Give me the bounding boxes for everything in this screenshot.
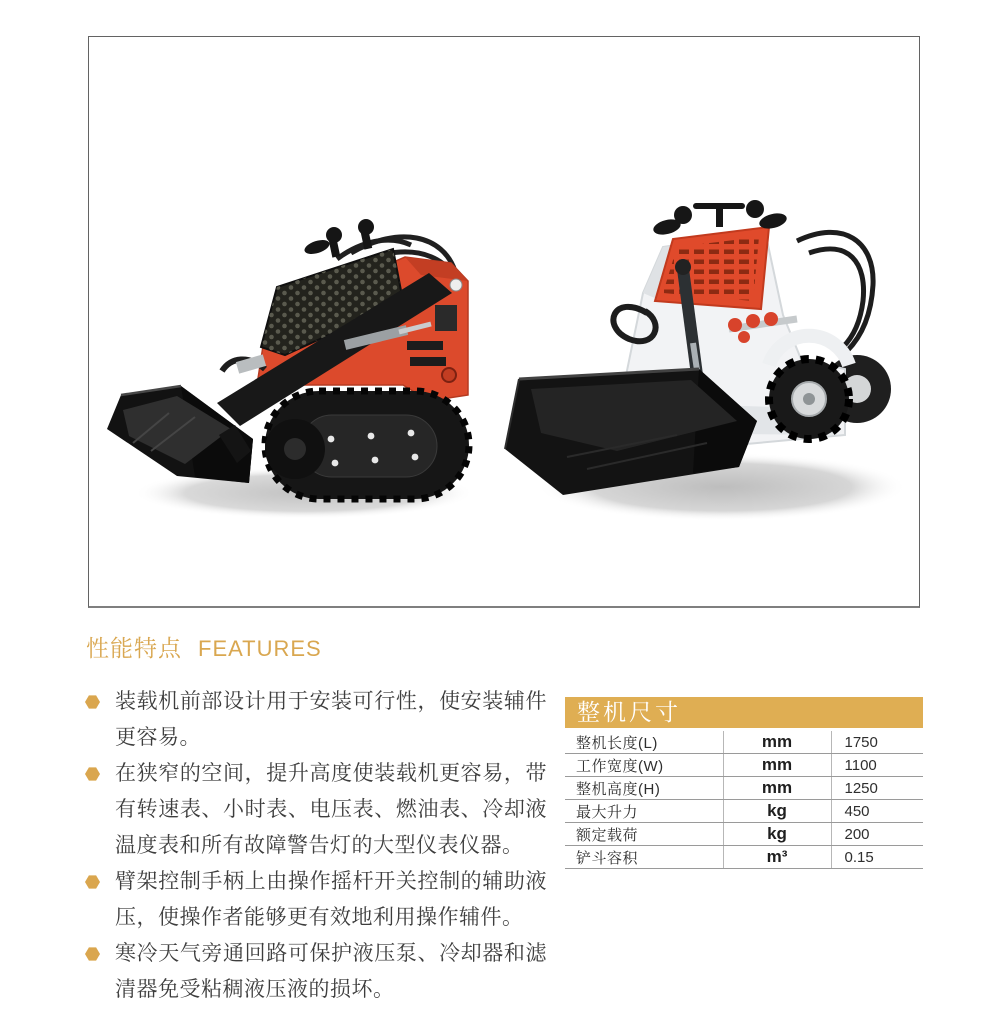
feature-text: 寒冷天气旁通回路可保护液压泵、冷却器和滤清器免受粘稠液压液的损坏。 [115,942,547,1001]
hexagon-bullet-icon [85,875,100,889]
spec-label: 整机高度(H) [565,777,723,800]
spec-unit: mm [723,754,831,777]
feature-item [85,864,547,936]
spec-value: 1750 [831,731,923,754]
control-handles [303,219,374,258]
table-row [565,800,923,823]
spec-value: 1100 [831,754,923,777]
section-title-zh: 性能特点 [86,635,182,661]
table-row [565,823,923,846]
table-row [565,754,923,777]
table-row [565,731,923,754]
engine-grille [655,227,769,309]
red-tracked-loader-image [99,213,477,525]
spec-unit: m³ [723,846,831,869]
hexagon-bullet-icon [85,695,100,709]
features-list [85,684,547,1008]
spec-label: 最大升力 [565,800,723,823]
spec-unit: kg [723,823,831,846]
feature-text: 装载机前部设计用于安装可行性，使安装辅件更容易。 [115,690,547,749]
hexagon-bullet-icon [85,767,100,781]
spec-value: 200 [831,823,923,846]
section-title-en: FEATURES [198,636,322,661]
spec-value: 450 [831,800,923,823]
table-row [565,777,923,800]
hexagon-bullet-icon [85,947,100,961]
feature-text: 在狭窄的空间，提升高度使装载机更容易，带有转速表、小时表、电压表、燃油表、冷却液温度表和所有故障警告灯的大型仪表仪器。 [115,762,547,857]
feature-item [85,684,547,756]
spec-label: 整机长度(L) [565,731,723,754]
feature-text: 臂架控制手柄上由操作摇杆开关控制的辅助液压，使操作者能够更有效地利用操作辅件。 [115,870,547,929]
rubber-tracks [265,391,469,499]
spec-table [565,697,923,869]
spec-unit: kg [723,800,831,823]
feature-item [85,936,547,1008]
spec-label: 铲斗容积 [565,846,723,869]
near-wheel [769,336,849,439]
spec-unit: mm [723,777,831,800]
spec-table-grid [565,731,923,869]
spec-label: 额定载荷 [565,823,723,846]
table-row [565,846,923,869]
spec-value: 0.15 [831,846,923,869]
section-title [86,630,322,663]
spec-unit: mm [723,731,831,754]
spec-label: 工作宽度(W) [565,754,723,777]
spec-table-header: 整机尺寸 [565,697,923,728]
spec-value: 1250 [831,777,923,800]
white-wheeled-loader-image [497,197,909,537]
feature-item [85,756,547,864]
product-photos [88,36,920,608]
